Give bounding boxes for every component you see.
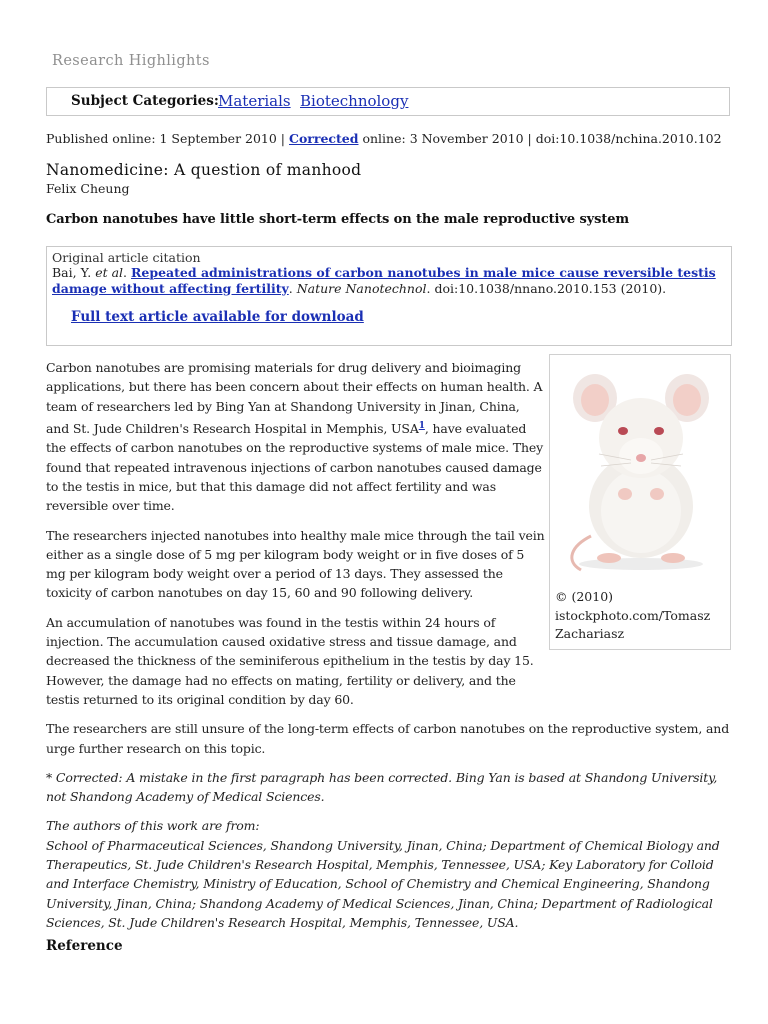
reference-heading: Reference xyxy=(46,938,123,954)
publication-details: online: 3 November 2010 | doi:10.1038/nchina.2010.102 xyxy=(362,131,722,146)
subject-categories-label: Subject Categories: xyxy=(71,93,219,109)
citation-separator: . xyxy=(123,265,131,280)
citation-heading: Original article citation xyxy=(52,250,201,265)
citation-authors: Bai, Y. xyxy=(52,265,92,280)
figure-box xyxy=(549,354,731,650)
reference-1-link[interactable]: 1 xyxy=(418,420,425,431)
paragraph-1 xyxy=(46,358,546,516)
correction-note xyxy=(46,768,730,807)
paragraph-1-text-b: , have evaluated the effects of carbon nanotubes on the reproductive systems of male mice. They found that repeated intravenous injections of carbon nanotubes caused damage to the testis in mice, but that this damage did not affect fertility and was reversible over time. xyxy=(46,421,544,514)
citation-reference: Bai, Y. et al. Repeated administrations of carbon nanotubes in male mice cause reversible testis damage without affecting fertility. Nature Nanotechnol. doi:10.1038/nnano.2010.153 (2010). xyxy=(52,265,716,296)
citation-article-link[interactable]: Repeated administrations of carbon nanotubes in male mice cause reversible testis damage without affecting fertility xyxy=(52,265,716,296)
citation-box xyxy=(46,246,732,346)
category-link-biotechnology[interactable]: Biotechnology xyxy=(300,92,409,110)
paragraph-2: The researchers injected nanotubes into healthy male mice through the tail vein either as a single dose of 5 mg per kilogram body weight or in five doses of 5 mg per kilogram body weight over a period of 13 days. They assessed the toxicity of carbon nanotubes on day 15, 60 and 90 following delivery. xyxy=(46,527,545,601)
section-label: Research Highlights xyxy=(52,53,210,69)
paragraph-3: An accumulation of nanotubes was found in the testis within 24 hours of injection. The accumulation caused oxidative stress and tissue damage, and decreased the thickness of the seminiferous epithelium in the testis by day 15. However, the damage had no effects on mating, fertility or delivery, and the testis returned to its original condition by day 60. xyxy=(46,614,534,707)
author-affiliations xyxy=(46,816,730,932)
white-mouse-photo xyxy=(551,356,729,582)
article-author: Felix Cheung xyxy=(46,181,130,196)
citation-etal: et al xyxy=(95,265,124,280)
article-title: Nanomedicine: A question of manhood xyxy=(46,161,362,179)
publication-info xyxy=(46,131,722,146)
category-link-materials[interactable]: Materials xyxy=(218,92,291,110)
subject-categories-box xyxy=(46,87,730,116)
affiliations-heading: The authors of this work are from: xyxy=(46,818,260,834)
published-date: Published online: 1 September 2010 | xyxy=(46,131,286,146)
paragraph-4: The researchers are still unsure of the long-term effects of carbon nanotubes on the reproductive system, and urge further research on this topic. xyxy=(46,721,730,756)
article-standfirst: Carbon nanotubes have little short-term effects on the male reproductive system xyxy=(46,212,630,227)
paragraph-1-text-a: Carbon nanotubes are promising materials for drug delivery and bioimaging applications, but there has been concern about their effects on human health. A team of researchers led by Bing Yan at Shandong University in Jinan, China, and St. Jude Children's Research Hospital in Memphis, USA xyxy=(46,360,543,437)
figure-caption: © (2010) istockphoto.com/Tomasz Zachariasz xyxy=(555,589,711,641)
citation-details: . doi:10.1038/nnano.2010.153 (2010). xyxy=(426,280,667,296)
full-text-download-link[interactable]: Full text article available for download xyxy=(71,309,364,325)
citation-journal: Nature Nanotechnol xyxy=(296,280,427,296)
corrected-link[interactable]: Corrected xyxy=(289,131,359,146)
affiliations-text: School of Pharmaceutical Sciences, Shandong University, Jinan, China; Department of Chemical Biology and Therapeutics, St. Jude Children's Research Hospital, Memphis, Tennessee, USA; Key Laboratory for Colloid and Interface Chemistry, Ministry of Education, School of Chemistry and Chemical Engineering, Shandong University, Jinan, China; Shandong Academy of Medical Sciences, Jinan, China; Department of Radiological Sciences, St. Jude Children's Research Hospital, Memphis, Tennessee, USA. xyxy=(46,837,720,930)
correction-text: * Corrected: A mistake in the first paragraph has been corrected. Bing Yan is based at Shandong University, not Shandong Academy of Medical Sciences. xyxy=(46,769,718,805)
